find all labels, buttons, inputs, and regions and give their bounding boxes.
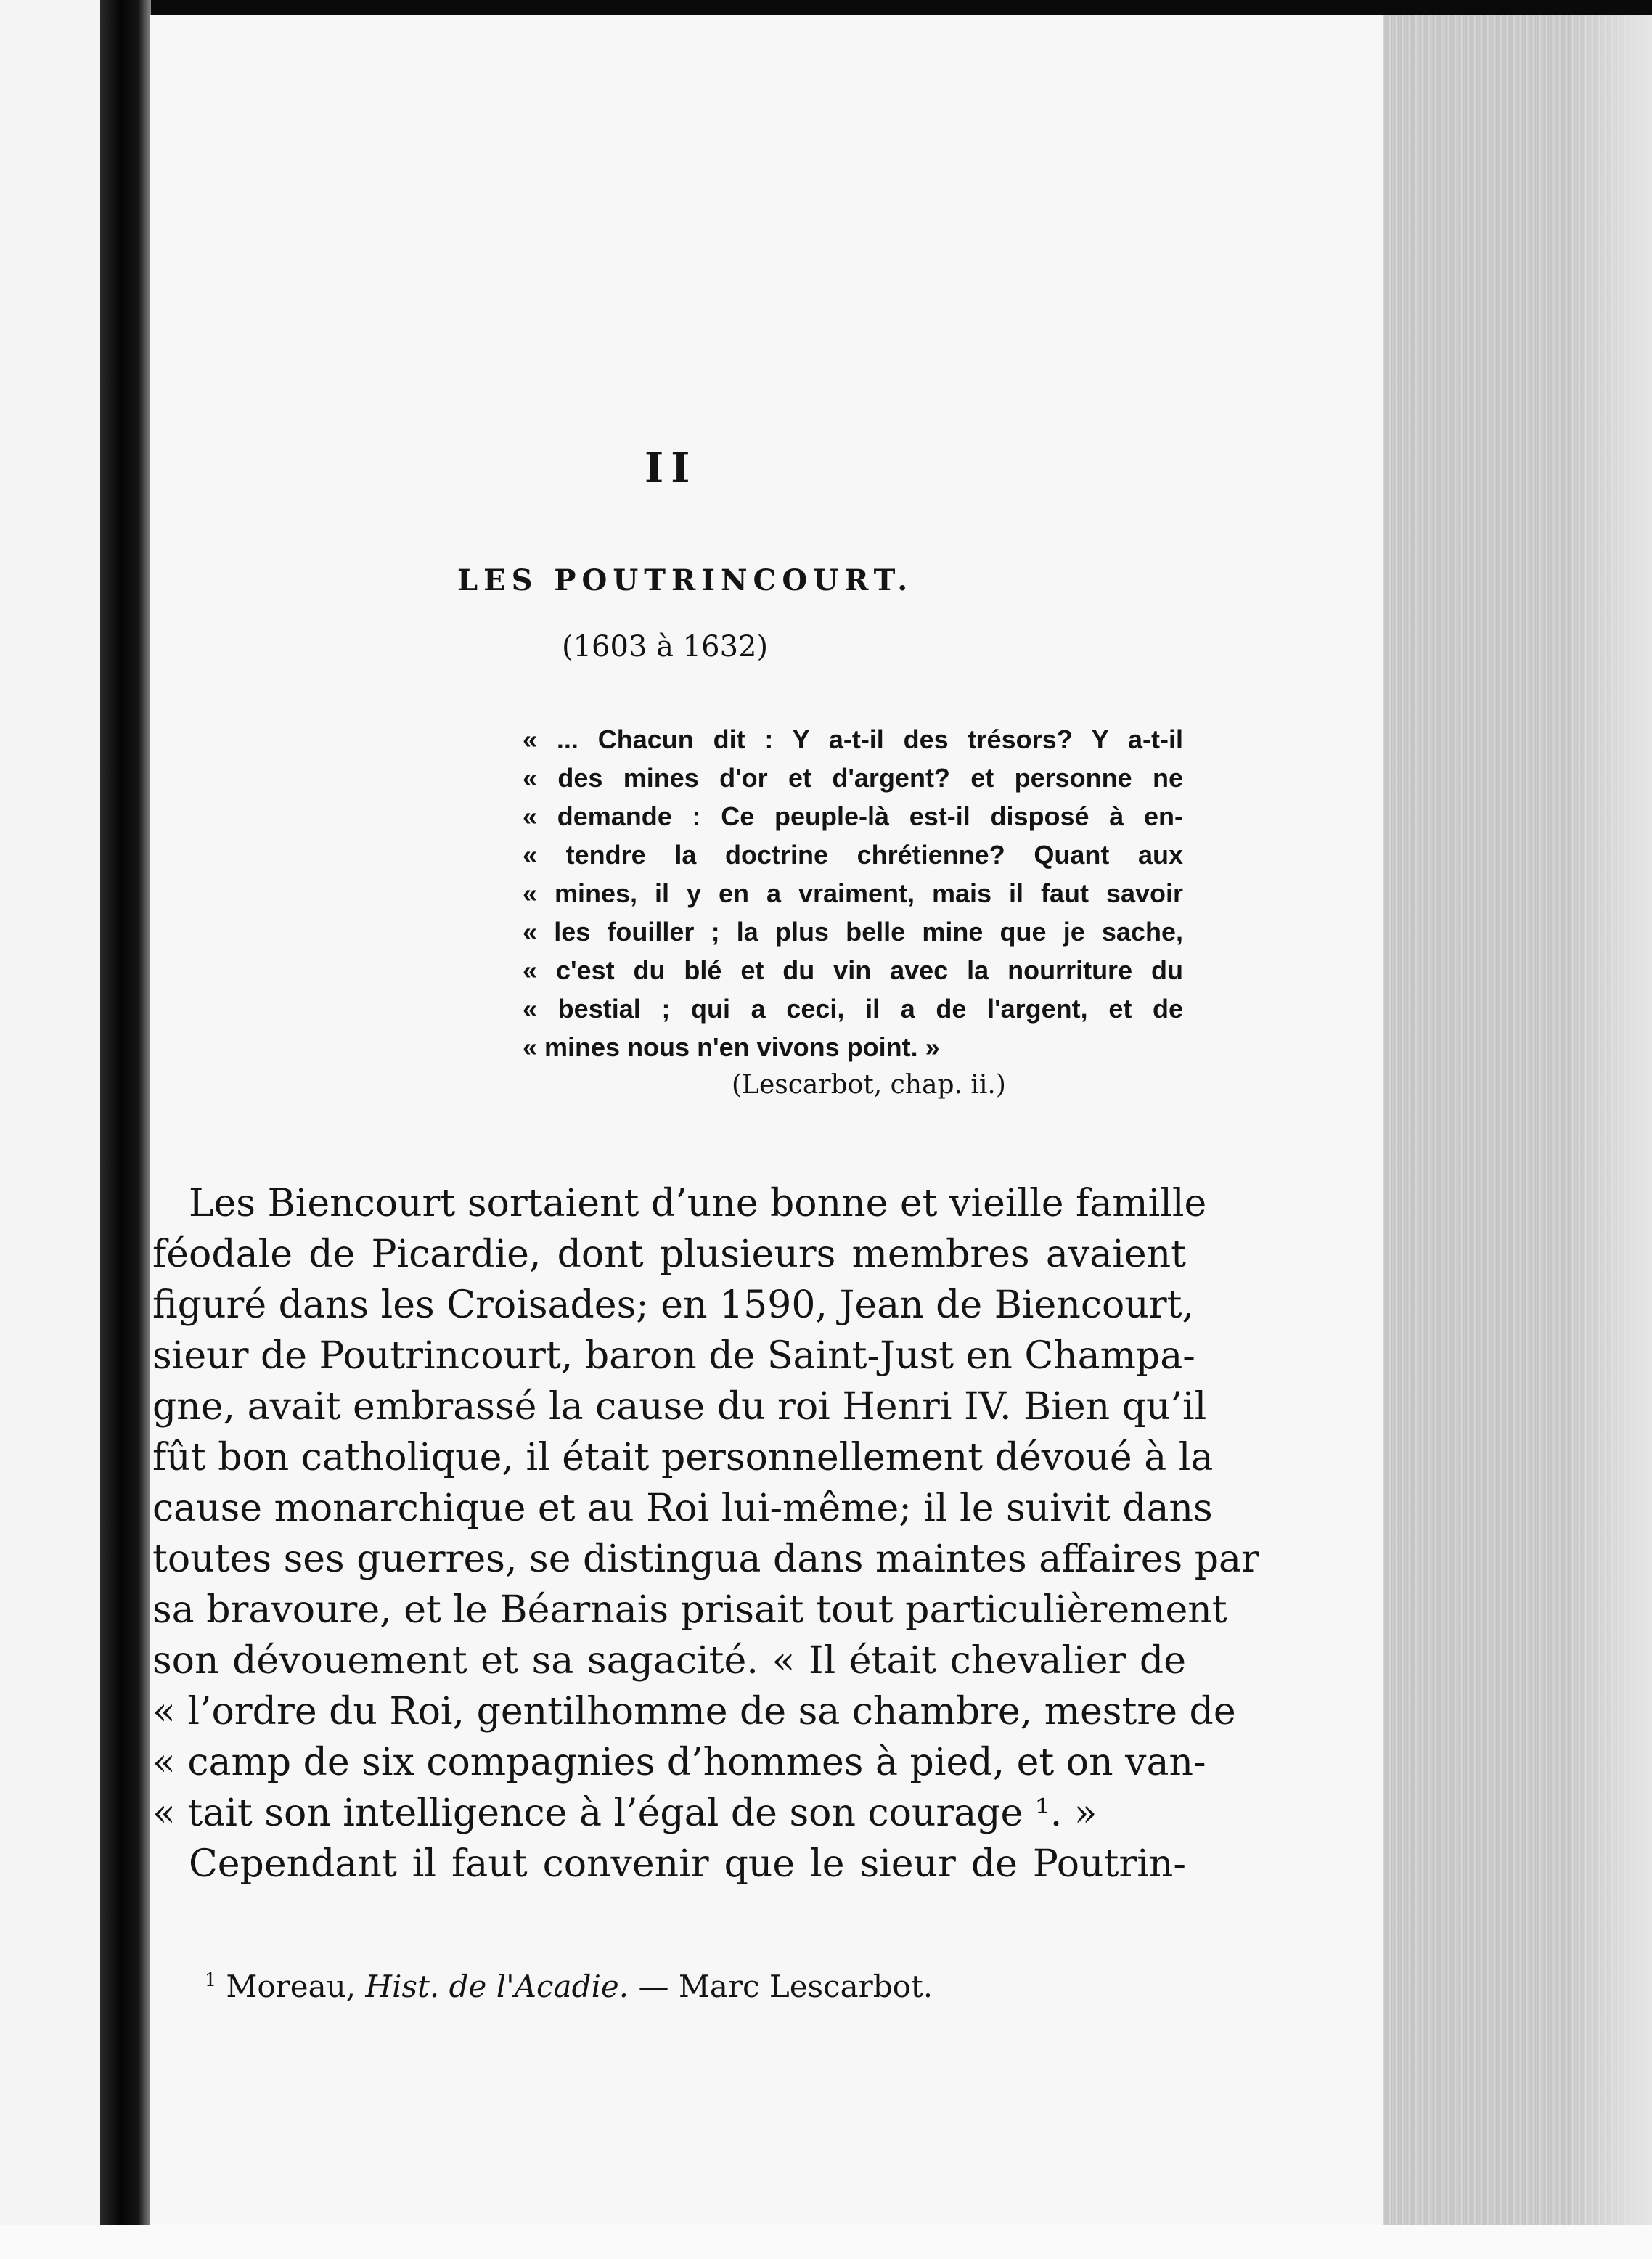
- chapter-number: II: [645, 444, 698, 492]
- body-line: fût bon catholique, il était personnellement dévoué à la: [152, 1436, 1214, 1479]
- body-line: son dévouement et sa sagacité. « Il était chevalier de: [152, 1639, 1186, 1683]
- body-line: toutes ses guerres, se distingua dans maintes affaires par: [152, 1537, 1259, 1581]
- scan-bottom-margin: [0, 2225, 1652, 2259]
- body-line: « tait son intelligence à l’égal de son courage ¹. »: [152, 1792, 1097, 1835]
- epigraph-line: « c'est du blé et du vin avec la nourriture du: [523, 955, 1183, 985]
- epigraph-citation: (Lescarbot, chap. ii.): [732, 1070, 1006, 1100]
- chapter-title: LES POUTRINCOURT.: [457, 563, 914, 597]
- body-line: « l’ordre du Roi, gentilhomme de sa chambre, mestre de: [152, 1690, 1236, 1733]
- chapter-dates: (1603 à 1632): [562, 630, 769, 663]
- body-line: sieur de Poutrincourt, baron de Saint-Just en Champa-: [152, 1334, 1195, 1378]
- epigraph-line: « mines, il y en a vraiment, mais il faut savoir: [523, 878, 1183, 908]
- footnote-rest: — Marc Lescarbot.: [638, 1969, 933, 2004]
- footnote-author: Moreau,: [226, 1969, 356, 2004]
- footnote-marker: 1: [205, 1969, 217, 1990]
- footnote-work: Hist. de l'Acadie.: [365, 1969, 629, 2004]
- book-page: [150, 15, 1383, 2225]
- scan-top-border: [0, 0, 1652, 15]
- facing-page-edge: [0, 0, 109, 2259]
- epigraph-line: « demande : Ce peuple-là est-il disposé à en-: [523, 801, 1183, 831]
- epigraph-line: « tendre la doctrine chrétienne? Quant aux: [523, 840, 1183, 870]
- body-line: féodale de Picardie, dont plusieurs membres avaient: [152, 1233, 1186, 1276]
- body-line: gne, avait embrassé la cause du roi Henri IV. Bien qu’il: [152, 1385, 1207, 1429]
- page-stack-edge: [1379, 15, 1652, 2225]
- body-line: Cependant il faut convenir que le sieur de Poutrin-: [189, 1842, 1186, 1886]
- body-line: cause monarchique et au Roi lui-même; il le suivit dans: [152, 1487, 1213, 1530]
- epigraph-line: « ... Chacun dit : Y a-t-il des trésors? Y a-t-il: [523, 724, 1183, 754]
- book-gutter-shadow: [100, 0, 151, 2259]
- footnote: [205, 1969, 933, 2004]
- epigraph-line: « mines nous n'en vivons point. »: [523, 1032, 940, 1062]
- body-line: Les Biencourt sortaient d’une bonne et vieille famille: [189, 1182, 1207, 1225]
- epigraph-line: « bestial ; qui a ceci, il a de l'argent, et de: [523, 994, 1183, 1024]
- epigraph-line: « les fouiller ; la plus belle mine que je sache,: [523, 917, 1183, 947]
- body-line: figuré dans les Croisades; en 1590, Jean de Biencourt,: [152, 1283, 1195, 1327]
- epigraph-line: « des mines d'or et d'argent? et personne ne: [523, 763, 1183, 793]
- body-line: « camp de six compagnies d’hommes à pied, et on van-: [152, 1741, 1206, 1784]
- body-line: sa bravoure, et le Béarnais prisait tout particulièrement: [152, 1588, 1227, 1632]
